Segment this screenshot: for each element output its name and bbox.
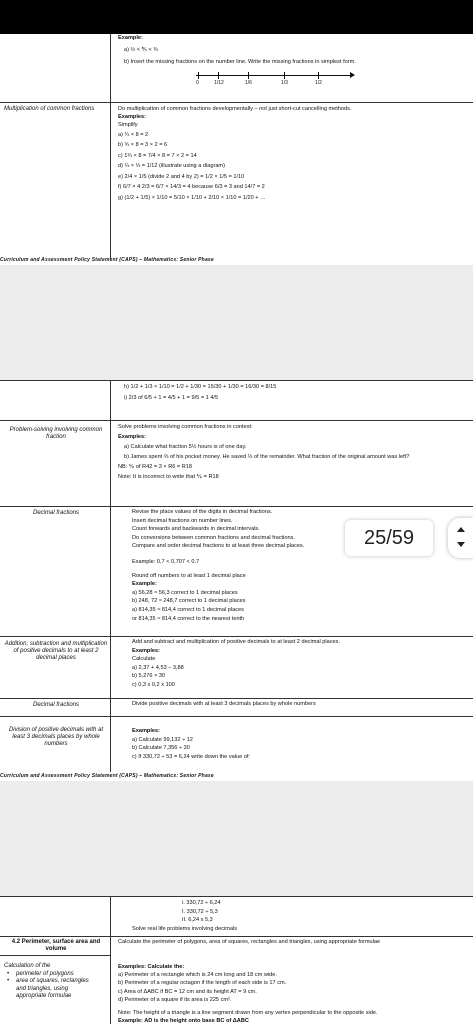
bullet-text: • Do multiplication of common fractions developmentally – not just short-cut cancelling methods.	[118, 105, 468, 113]
left-item: • perimeter of polygons	[16, 971, 108, 979]
text-line: b) Calculate 7,356 ÷ 30	[132, 745, 190, 752]
bullet-text: • Insert decimal fractions on number lines.	[118, 517, 468, 526]
table-row	[0, 636, 473, 699]
text-line: a) Calculate what fraction 5½ hours is of one day.	[124, 444, 247, 450]
page-indicator: 25/59	[345, 520, 433, 556]
chevron-down-icon	[457, 542, 465, 547]
table-row	[0, 698, 473, 717]
bullet-text: • Add and subtract and multiplication of positive decimals to at least 2 decimal places.	[118, 638, 468, 647]
text-line: Solve problems involving common fractions in context:	[118, 424, 253, 430]
table-row	[0, 420, 473, 507]
text-line: I. 330,72 ÷ 5,3	[182, 908, 218, 915]
topic-label: Decimal fractions	[32, 510, 79, 516]
left-item: Calculation of the	[4, 963, 51, 969]
list-item: d) Perimeter of a square if its area is 225 cm².	[118, 996, 232, 1003]
table-row	[0, 936, 473, 1025]
nl-label: 1/12	[214, 80, 224, 86]
list-item: a) ¼ × 8 = 2	[118, 131, 149, 138]
left-item: appropriate formulae	[16, 993, 72, 999]
text-line: II. 6,24 x 5,3	[182, 917, 213, 924]
example-heading: Example:	[118, 35, 143, 41]
table-row	[0, 102, 473, 260]
text-line: Examples:	[132, 647, 160, 654]
list-item: b) ¾ × 8 = 3 × 2 = 6	[118, 142, 168, 149]
list-item: d) ¼ × ⅓ = 1/12 (illustrate using a diagram)	[118, 163, 225, 170]
examples-heading: Examples: Calculate the:	[118, 964, 185, 970]
table-row	[0, 716, 473, 773]
topic-label: Multiplication of common fractions	[4, 106, 95, 112]
nl-label: 0	[196, 80, 199, 86]
list-item: b) 248, 72 ≈ 248,7 correct to 1 decimal places	[132, 598, 246, 605]
document-page-2	[0, 380, 473, 772]
example-a: a) ½ < ⅗ < ¾	[124, 47, 159, 54]
left-item: • area of squares, rectangles	[16, 978, 108, 986]
page-footer: Curriculum and Assessment Policy Statement (CAPS) – Mathematics: Senior Phase	[0, 773, 214, 779]
note-line: Note: The height of a triangle is a line segment drawn from any vertex perpendicular to the opposite side.	[118, 1010, 378, 1017]
document-page-3	[0, 896, 473, 1024]
list-item: f) 6/7 × 4 2/3 = 6/7 × 14/3 = 4 because 6/3 = 3 and 14/7 = 2	[118, 184, 265, 191]
chevron-up-icon	[457, 527, 465, 532]
list-item: c) Area of ΔABC if BC = 12 cm and its height AT = 9 cm.	[118, 988, 257, 995]
text-line: b) 5,276 × 30	[132, 673, 166, 680]
bullet-text: • Solve real life problems involving decimals	[118, 925, 468, 934]
left-item: and triangles, using	[16, 985, 69, 992]
list-item: e) 2/4 × 1/5 (divide 2 and 4 by 2) = 1/2 × 1/5 = 1/10	[118, 173, 245, 180]
bullet-text: • Round off numbers to at least 1 decimal place	[118, 572, 468, 581]
bullet-text: • Do conversions between common fractions and decimal fractions.	[118, 534, 468, 543]
text-line: NB: ⅙ of R42 = 3 × R6 = R18	[118, 464, 192, 470]
list-item: g) (1/2 + 1/5) × 1/10 = 5/10 × 1/10 + 2/10 × 1/10 = 1/20 + …	[118, 194, 266, 201]
text-line: a) 2,37 + 4,53 – 3,88	[132, 664, 184, 671]
list-item: or 814,35 ≈ 814,4 correct to the nearest tenth	[132, 615, 245, 622]
list-item: b) Perimeter of a regular octagon if the length of each side is 17 cm.	[118, 980, 287, 987]
number-line	[196, 71, 356, 86]
examples-heading: Example:	[132, 581, 157, 588]
top-status-bar	[0, 0, 473, 34]
topic-label: Addition, subtraction and multiplication of positive decimals to at least 2 decimal places	[4, 641, 108, 661]
bullet-text: • Revise the place values of the digits in decimal fractions.	[118, 508, 468, 517]
simplify-label: Simplify	[118, 122, 138, 129]
text-line: a) Calculate 99,132 ÷ 12	[132, 736, 193, 743]
list-item: c) 1¾ × 8 = 7/4 × 8 = 7 × 2 = 14	[118, 152, 197, 159]
text-line: Calculate	[132, 656, 156, 663]
page-footer: Curriculum and Assessment Policy Statement (CAPS) – Mathematics: Senior Phase	[0, 257, 214, 263]
nl-label: 1/2	[315, 80, 322, 86]
example-h: h) 1/2 + 1/3 × 1/10 = 1/2 + 1/30 = 15/30 + 1/30 = 16/30 = 8/15	[124, 384, 277, 390]
topic-label: Division of positive decimals with at least 3 decimals places by whole numbers	[8, 727, 104, 747]
text-line: i. 330,72 ÷ 6,24	[182, 900, 221, 906]
examples-heading: Examples:	[118, 114, 146, 121]
text-line: c) If 330,72 ÷ 53 = 6,24 write down the value of:	[132, 753, 250, 760]
document-page-1	[0, 34, 473, 259]
text-line: Note: It is incorrect to write that ⅙ = R18	[118, 474, 219, 480]
page-gap	[0, 265, 473, 380]
bullet-text: • Calculate the perimeter of polygons, area of squares, rectangles and triangles, using appropriate formulae	[118, 938, 468, 946]
topic-label: Problem-solving involving common fraction	[9, 427, 103, 440]
bullet-text: • Divide positive decimals with at least 3 decimals places by whole numbers	[118, 700, 468, 708]
bullet-text: • Count forwards and backwards in decimal intervals.	[118, 525, 468, 534]
scroll-handle[interactable]	[448, 518, 473, 558]
text-line: c) 0,3 x 0,2 x 100	[132, 681, 175, 688]
text-line: Examples:	[132, 728, 160, 734]
nl-label: 1/6	[245, 80, 252, 86]
text-line: b) James spent ⅔ of his pocket money. He saved ⅓ of the remainder. What fraction of the original amount was left?	[124, 454, 410, 460]
topic-label: Decimal fractions	[32, 702, 79, 708]
note-line: Example: AD is the height onto base BC of ΔABC	[118, 1018, 249, 1025]
section-heading: 4.2 Perimeter, surface area and volume	[11, 939, 101, 952]
example-i: i) 2/3 of 6/5 + 1 = 4/5 + 1 = 9/5 = 1 4/5	[124, 395, 219, 401]
list-item: a) Perimeter of a rectangle which is 24 cm long and 18 cm wide.	[118, 972, 277, 979]
example-b: b) Insert the missing fractions on the number line. Write the missing fractions in simplest form.	[124, 59, 356, 66]
list-item: a) 56,28 ≈ 56,3 correct to 1 decimal places	[132, 589, 238, 596]
page-gap	[0, 781, 473, 896]
nl-label: 1/3	[281, 80, 288, 86]
example-line: Example: 0,7 < 0,707 < 0,7	[132, 558, 200, 565]
text-line: Examples:	[118, 434, 146, 440]
bullet-text: • Compare and order decimal fractions to at least three decimal places.	[118, 542, 468, 551]
list-item: a) 814,35 ≈ 814,4 correct to 1 decimal places	[132, 606, 244, 613]
